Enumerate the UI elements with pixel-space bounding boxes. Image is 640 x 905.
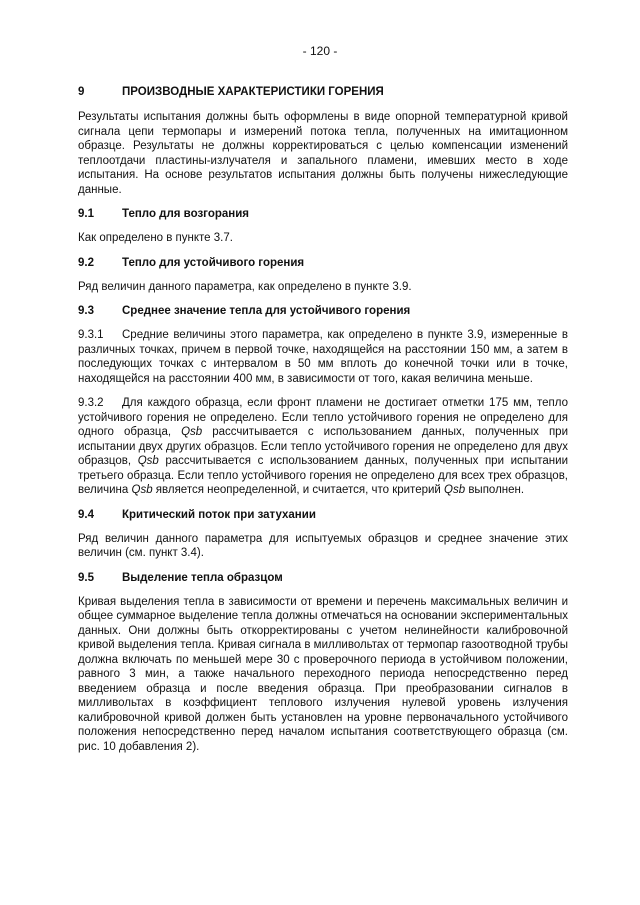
- section-title: Среднее значение тепла для устойчивого горения: [122, 305, 411, 317]
- qsb-symbol: Qsb: [131, 484, 153, 496]
- section-9-paragraph: Результаты испытания должны быть оформлены в виде опорной температурной кривой сигнала цепи термопары и измерений потока тепла, полученных на имитационном образце. Результаты не должны корректироваться с целью компенсации изменений теплоотдачи пластины-излучателя и запального пламени, имевших место в ходе испытания. На основе результатов испытания должны быть получены нижеследующие данные.: [78, 111, 568, 196]
- section-9-4-paragraph: Ряд величин данного параметра для испытуемых образцов и среднее значение этих величин (см. пункт 3.4).: [78, 532, 568, 559]
- section-number: 9.5: [78, 571, 94, 584]
- section-title: ПРОИЗВОДНЫЕ ХАРАКТЕРИСТИКИ ГОРЕНИЯ: [122, 86, 384, 98]
- section-9-heading: [78, 85, 568, 100]
- paragraph-number: 9.3.2: [78, 397, 104, 409]
- section-number: 9.4: [78, 508, 94, 521]
- section-9-2-heading: [78, 256, 568, 271]
- section-title: Тепло для устойчивого горения: [122, 256, 305, 269]
- section-9-3-heading: [78, 304, 568, 319]
- section-title: Выделение тепла образцом: [122, 571, 283, 584]
- paragraph-text: Для каждого образца, если фронт пламени не достигает отметки 175 мм, тепло устойчивого горения не определено. Если тепло устойчивого горения не определено для одного образца,: [78, 397, 568, 438]
- qsb-symbol: Qsb: [137, 455, 159, 467]
- paragraph-number: 9.3.1: [78, 329, 104, 341]
- document-body: [78, 85, 568, 754]
- paragraph-text: является неопределенной, и считается, что критерий: [152, 484, 445, 496]
- paragraph-9-3-1: [78, 328, 568, 386]
- section-number: 9.2: [78, 256, 94, 269]
- page-number: - 120 -: [302, 44, 338, 58]
- section-9-1-heading: [78, 207, 568, 222]
- paragraph-text: Средние величины этого параметра, как определено в пункте 3.9, измеренные в различных точках, причем в первой точке, находящейся на расстоянии 150 мм, а затем в последующих точках с интервалом в 50 мм вплоть до конечной точки или в точке, находящейся на расстоянии 400 мм, в зависимости от того, какая величина меньше.: [78, 329, 568, 385]
- qsb-symbol: Qsb: [181, 426, 203, 438]
- section-number: 9: [78, 86, 85, 98]
- qsb-symbol: Qsb: [444, 484, 466, 496]
- section-title: Тепло для возгорания: [122, 208, 249, 220]
- paragraph-text: рассчитывается с использованием данных, полученных при испытании двух других образцов. Если тепло устойчивого горения не определено для двух образцов,: [78, 426, 568, 467]
- paragraph-text: выполнен.: [465, 484, 525, 496]
- section-title: Критический поток при затухании: [122, 508, 316, 521]
- paragraph-text: рассчитывается с использованием данных, полученных при испытании третьего образца. Если тепло устойчивого горения не определено для всех трех образцов, величина: [78, 455, 568, 496]
- section-9-2-paragraph: Ряд величин данного параметра, как определено в пункте 3.9.: [78, 280, 412, 293]
- section-9-5-paragraph: Кривая выделения тепла в зависимости от времени и перечень максимальных величин и общее суммарное выделение тепла должны отмечаться на основании экспериментальных данных. Они должны быть откорректированы с учетом нелинейности калибровочной кривой выделения тепла. Кривая сигнала в милливольтах от термопар газоотводной трубы должна включать по меньшей мере 30 с проверочного периода в устойчивом положении, равного 3 мин, а также начального переходного периода непосредственно перед введением образца и после введения образца. При преобразовании сигналов в милливольтах в коэффициент теплового излучения нулевой уровень излучения калибровочной кривой должен быть установлен на уровне первоначального устойчивого положения непосредственно перед началом испытания соответствующего образца (см. рис. 10 добавления 2).: [78, 595, 568, 753]
- section-number: 9.1: [78, 208, 94, 220]
- section-number: 9.3: [78, 305, 94, 317]
- section-9-5-heading: [78, 571, 568, 586]
- section-9-1-paragraph: Как определено в пункте 3.7.: [78, 232, 233, 244]
- section-9-4-heading: [78, 508, 568, 523]
- paragraph-9-3-2: [78, 396, 568, 498]
